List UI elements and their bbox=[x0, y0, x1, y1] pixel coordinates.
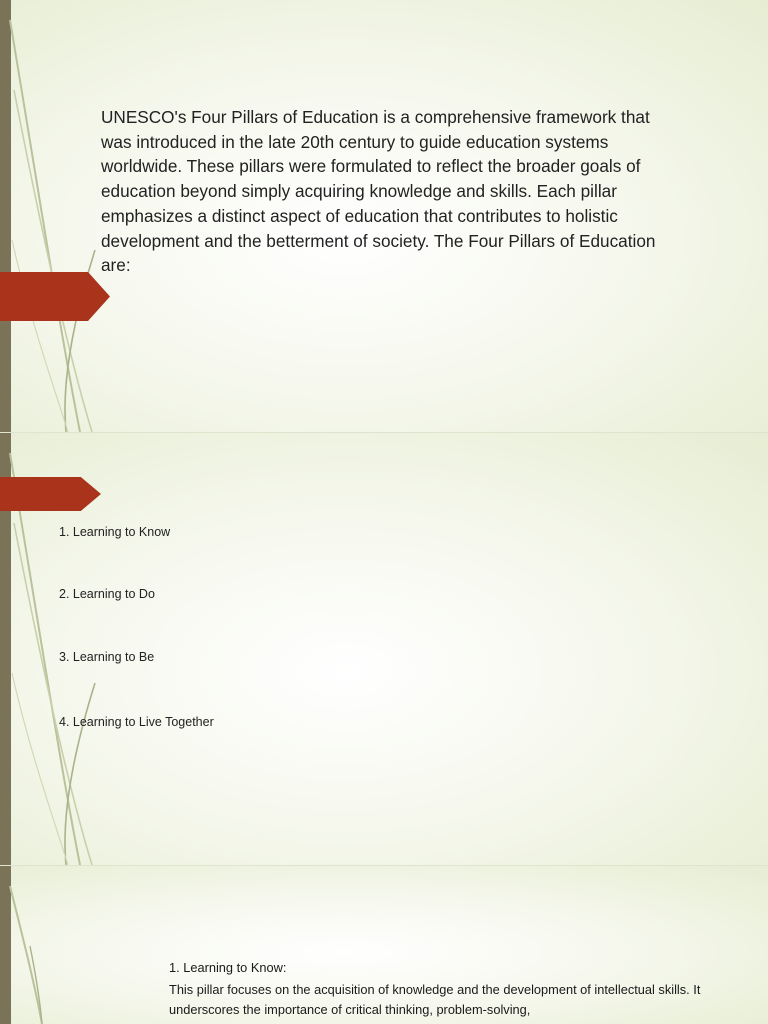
intro-paragraph: UNESCO's Four Pillars of Education is a comprehensive framework that was introduced in the late 20th century to guide education systems worldwide. These pillars were formulated to reflect the broader goals of education beyond simply acquiring knowledge and skills. Each pillar emphasizes a distinct aspect of education that contributes to holistic development and the betterment of society. The Four Pillars of Education are: bbox=[101, 107, 656, 276]
slide-2 bbox=[0, 433, 768, 865]
pillar-description: This pillar focuses on the acquisition of knowledge and the development of intellectual skills. It underscores the importance of critical thinking, problem-solving, bbox=[169, 982, 701, 1017]
pillar-heading: 1. Learning to Know: bbox=[169, 960, 287, 975]
slide-3 bbox=[0, 866, 768, 1024]
decorative-curves bbox=[0, 866, 140, 1024]
slide-1 bbox=[0, 0, 768, 432]
title-arrow-shape bbox=[0, 272, 110, 321]
list-item: 2. Learning to Do bbox=[59, 587, 155, 601]
title-arrow-shape bbox=[0, 477, 101, 511]
list-item: 3. Learning to Be bbox=[59, 650, 155, 664]
list-item: 1. Learning to Know bbox=[59, 525, 171, 539]
list-item: 4. Learning to Live Together bbox=[59, 715, 214, 729]
